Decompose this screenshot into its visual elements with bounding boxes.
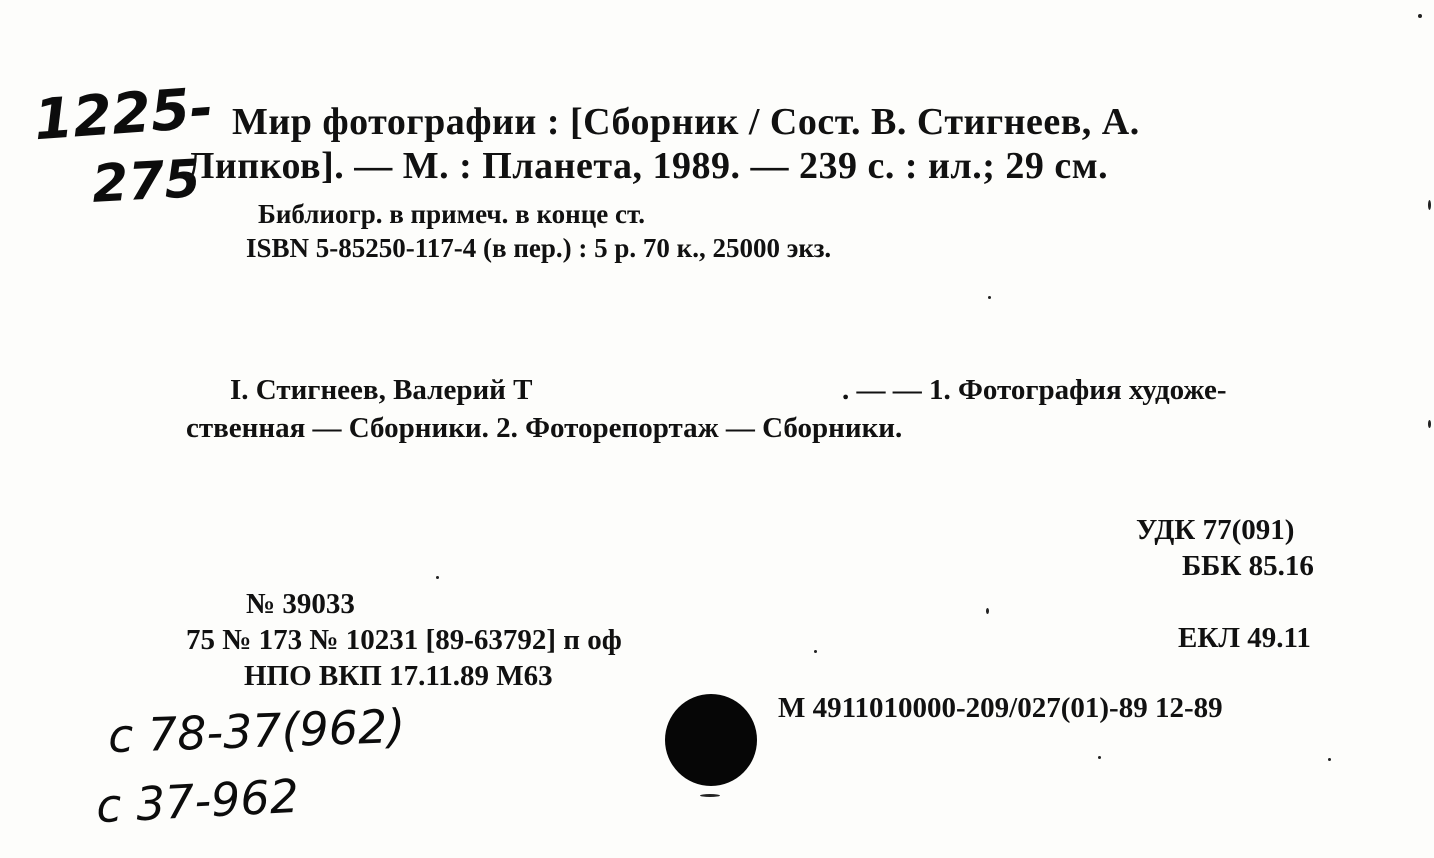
scan-speck [700, 794, 720, 797]
order-line-2: 75 № 173 № 10231 [89-63792] п оф [186, 624, 622, 656]
scan-speck [988, 296, 991, 299]
handwritten-call-number-top: 1225- [31, 75, 216, 154]
scan-speck [814, 650, 817, 653]
tracing-line-2: ственная — Сборники. 2. Фоторепортаж — Сборники. [186, 412, 903, 444]
tracing-line-1-right: . — — 1. Фотография художе- [842, 374, 1227, 406]
scan-speck [1418, 14, 1422, 18]
udk-code: УДК 77(091) [1136, 514, 1295, 546]
punch-hole [665, 694, 757, 786]
order-number: № 39033 [246, 588, 355, 620]
record-title-line-2: Липков]. — М. : Планета, 1989. — 239 с. : ил.; 29 см. [186, 145, 1109, 187]
publication-code: М 4911010000-209/027(01)-89 12-89 [778, 692, 1223, 724]
scan-speck [1428, 420, 1431, 428]
order-line-3: НПО ВКП 17.11.89 М63 [244, 660, 553, 692]
record-isbn: ISBN 5-85250-117-4 (в пер.) : 5 р. 70 к., 25000 экз. [246, 233, 832, 263]
scan-speck [1328, 758, 1331, 761]
handwritten-note-1: с 78-37(962) [107, 698, 407, 764]
tracing-line-1-left: I. Стигнеев, Валерий Т [230, 374, 533, 406]
record-title-line-1: Мир фотографии : [Сборник / Сост. В. Стигнеев, А. [232, 101, 1140, 143]
record-bibliography-note: Библиогр. в примеч. в конце ст. [258, 199, 645, 229]
ekl-code: ЕКЛ 49.11 [1178, 622, 1311, 654]
scan-speck [986, 608, 989, 614]
handwritten-call-number-bottom: 275 [90, 149, 203, 215]
scan-speck [1428, 200, 1431, 210]
scan-speck [1098, 756, 1101, 759]
bbk-code: ББК 85.16 [1182, 550, 1314, 582]
scan-speck [436, 576, 439, 579]
handwritten-note-2: с 37-962 [94, 768, 301, 834]
